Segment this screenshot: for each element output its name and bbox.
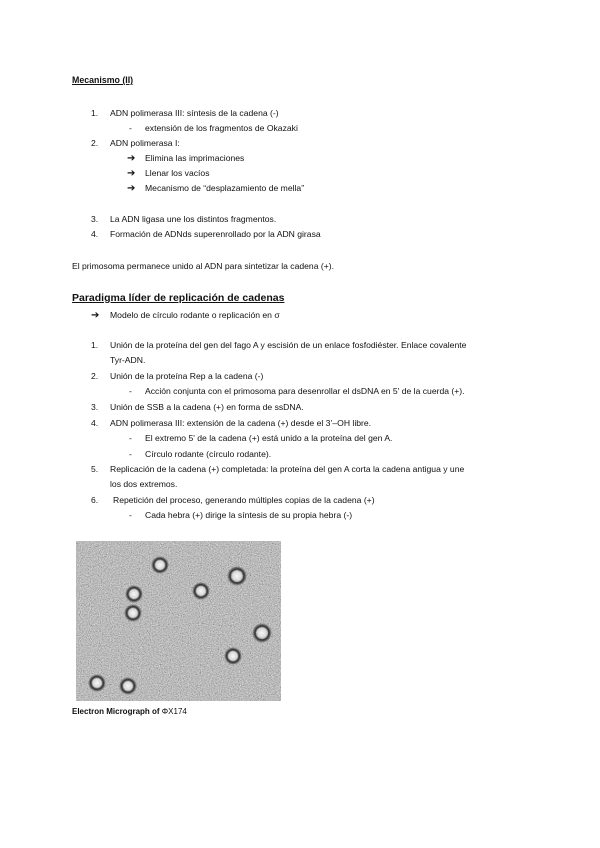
list-number: 4. — [91, 418, 99, 428]
dash-bullet: - — [129, 510, 132, 520]
section-title-mecanismo: Mecanismo (II) — [72, 75, 134, 85]
list-number: 2. — [91, 371, 99, 381]
list-item: Repetición del proceso, generando múltiples copias de la cadena (+) — [113, 495, 375, 505]
section-title-paradigma: Paradigma líder de replicación de cadenas — [72, 292, 285, 304]
caption-phage-name: ΦX174 — [159, 707, 187, 716]
caption-bold-text: Electron Micrograph of — [72, 707, 160, 716]
list-number: 2. — [91, 138, 99, 148]
list-number: 1. — [91, 108, 99, 118]
arrow-item: Elimina las imprimaciones — [145, 153, 245, 163]
list-item: ADN polimerasa III: síntesis de la cadena (-) — [110, 108, 279, 118]
figure-caption — [72, 707, 187, 716]
arrow-bullet-icon: ➔ — [91, 310, 100, 321]
list-item: Unión de SSB a la cadena (+) en forma de ssDNA. — [110, 402, 304, 412]
list-number: 1. — [91, 340, 99, 350]
dash-bullet: - — [129, 449, 132, 459]
list-item: Formación de ADNds superenrollado por la ADN girasa — [110, 229, 321, 239]
list-item-continuation: Tyr-ADN. — [110, 355, 146, 365]
dash-bullet: - — [129, 433, 132, 443]
sub-item: Círculo rodante (círculo rodante). — [145, 449, 272, 459]
dash-bullet: - — [129, 386, 132, 396]
dash-bullet: - — [129, 123, 132, 133]
sub-item: extensión de los fragmentos de Okazaki — [145, 123, 298, 133]
arrow-item: Modelo de círculo rodante o replicación en σ — [110, 310, 280, 320]
list-item-continuation: los dos extremos. — [110, 479, 178, 489]
list-number: 4. — [91, 229, 99, 239]
sub-item: El extremo 5' de la cadena (+) está unido a la proteína del gen A. — [145, 433, 393, 443]
list-number: 5. — [91, 464, 99, 474]
electron-micrograph-image — [76, 541, 281, 701]
list-number: 3. — [91, 402, 99, 412]
list-item: Unión de la proteína Rep a la cadena (-) — [110, 371, 264, 381]
paragraph-note: El primosoma permanece unido al ADN para sintetizar la cadena (+). — [72, 261, 334, 271]
arrow-item: Llenar los vacíos — [145, 168, 210, 178]
arrow-item: Mecanismo de “desplazamiento de mella” — [145, 183, 305, 193]
arrow-bullet-icon: ➔ — [127, 183, 136, 194]
sub-item: Acción conjunta con el primosoma para desenrollar el dsDNA en 5' de la cuerda (+). — [145, 386, 465, 396]
sub-item: Cada hebra (+) dirige la síntesis de su propia hebra (-) — [145, 510, 353, 520]
list-item: Unión de la proteína del gen del fago A y escisión de un enlace fosfodiéster. Enlace covalente — [110, 340, 467, 350]
list-number: 3. — [91, 214, 99, 224]
arrow-bullet-icon: ➔ — [127, 153, 136, 164]
list-item: Replicación de la cadena (+) completada: la proteína del gen A corta la cadena antigua y une — [110, 464, 465, 474]
list-number: 6. — [91, 495, 99, 505]
arrow-bullet-icon: ➔ — [127, 168, 136, 179]
list-item: ADN polimerasa III: extensión de la cadena (+) desde el 3’–OH libre. — [110, 418, 372, 428]
list-item: La ADN ligasa une los distintos fragmentos. — [110, 214, 277, 224]
list-item: ADN polimerasa I: — [110, 138, 180, 148]
